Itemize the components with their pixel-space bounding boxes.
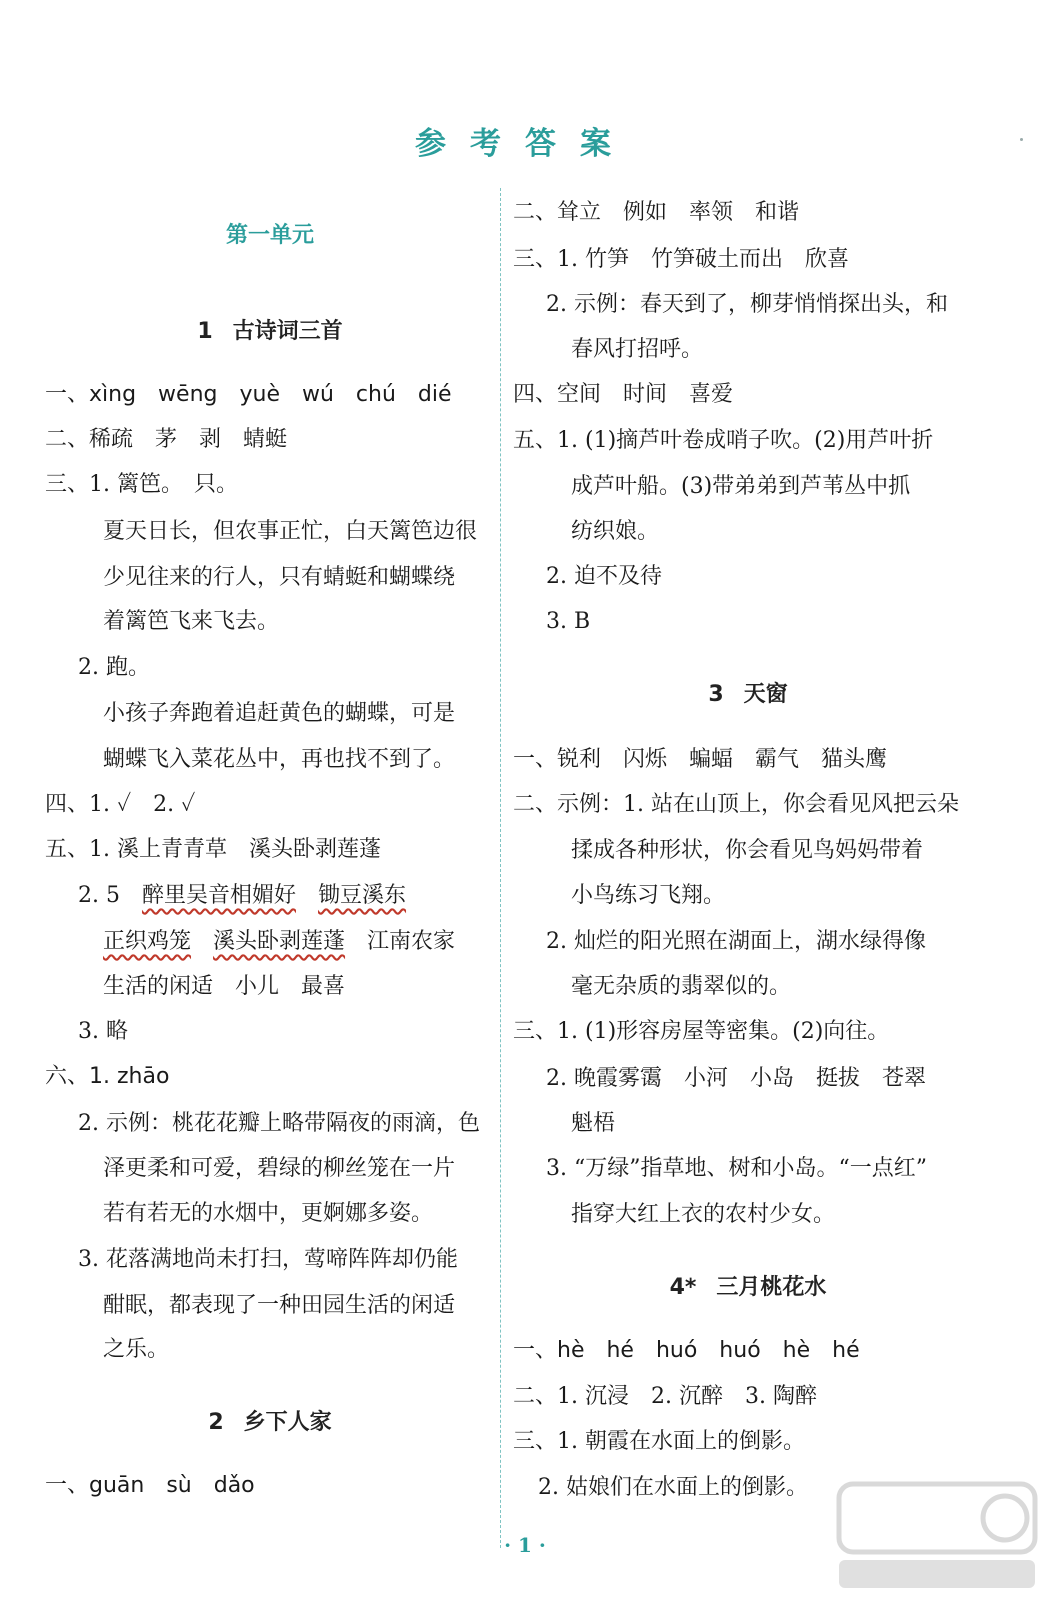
answer-line: 3. “万绿”指草地、树和小岛。“一点红” xyxy=(546,1156,927,1181)
answer-line: 若有若无的水烟中，更婀娜多姿。 xyxy=(103,1201,434,1226)
lesson-heading-1 xyxy=(45,314,495,345)
wavy-underlined-text: 醉里吴音相媚好 xyxy=(141,883,296,908)
answer-line: 一、guān sù dǎo xyxy=(45,1473,255,1498)
answer-line: 酣眠，都表现了一种田园生活的闲适 xyxy=(103,1293,456,1318)
watermark-logo-icon xyxy=(835,1478,1040,1593)
answer-line-wavy-1 xyxy=(78,881,406,911)
unit-title: 第一单元 xyxy=(225,223,314,248)
column-divider xyxy=(500,188,501,1548)
lesson-name: 三月桃花水 xyxy=(716,1275,827,1300)
answer-line: 成芦叶船。(3)带弟弟到芦苇丛中抓 xyxy=(571,474,911,499)
answer-line: 2. 灿烂的阳光照在湖面上，湖水绿得像 xyxy=(546,929,926,954)
answer-text: 江南农家 xyxy=(345,929,456,954)
answer-line: 揉成各种形状，你会看见鸟妈妈带着 xyxy=(571,838,924,863)
answer-line: 指穿大红上衣的农村少女。 xyxy=(571,1202,836,1227)
answer-line: 3. 略 xyxy=(78,1019,128,1044)
answer-line: 着篱笆飞来飞去。 xyxy=(103,609,280,634)
answer-line: 六、1. zhāo xyxy=(45,1064,170,1089)
answer-line: 四、1. ✓ 2. ✓ xyxy=(45,792,196,817)
answer-line: 五、1. 溪上青青草 溪头卧剥莲蓬 xyxy=(45,837,381,862)
wavy-underlined-text: 锄豆溪东 xyxy=(318,883,407,908)
answer-line: 纺织娘。 xyxy=(571,519,660,544)
lesson-heading-4 xyxy=(513,1270,983,1301)
answer-line: 2. 跑。 xyxy=(78,655,150,680)
answer-line: 2. 晚霞雾霭 小河 小岛 挺拔 苍翠 xyxy=(546,1066,926,1091)
answer-line: 四、空间 时间 喜爱 xyxy=(513,382,734,407)
lesson-name: 乡下人家 xyxy=(243,1410,332,1435)
page-title: 参考答案 xyxy=(415,126,635,162)
answer-text: 2. 5 xyxy=(78,883,142,908)
lesson-heading-2 xyxy=(45,1405,495,1436)
answer-line-wavy-2 xyxy=(103,927,455,957)
lesson-number: 1 xyxy=(197,319,213,344)
lesson-heading-3 xyxy=(513,677,983,708)
answer-line: 3. 花落满地尚未打扫，莺啼阵阵却仍能 xyxy=(78,1247,458,1272)
answer-line: 之乐。 xyxy=(103,1337,170,1362)
answer-line: 3. B xyxy=(546,609,591,634)
lesson-name: 古诗词三首 xyxy=(232,319,343,344)
lesson-number: 2 xyxy=(208,1410,224,1435)
answer-line: 一、锐利 闪烁 蝙蝠 霸气 猫头鹰 xyxy=(513,747,888,772)
answer-line: 夏天日长，但农事正忙，白天篱笆边很 xyxy=(103,519,478,544)
answer-line: 泽更柔和可爱，碧绿的柳丝笼在一片 xyxy=(103,1156,456,1181)
answer-line: 一、hè hé huó huó hè hé xyxy=(513,1338,860,1363)
answer-line: 2. 迫不及待 xyxy=(546,564,662,589)
answer-line: 二、耸立 例如 率领 和谐 xyxy=(513,200,800,225)
answer-text xyxy=(191,929,213,954)
wavy-underlined-text: 溪头卧剥莲蓬 xyxy=(213,929,346,954)
answer-line: 二、稀疏 茅 剥 蜻蜓 xyxy=(45,427,288,452)
answer-line: 三、1. 篱笆。 只。 xyxy=(45,472,238,497)
answer-line: 三、1. 朝霞在水面上的倒影。 xyxy=(513,1429,805,1454)
answer-line: 毫无杂质的翡翠似的。 xyxy=(571,974,792,999)
answer-line: 小鸟练习飞翔。 xyxy=(571,883,726,908)
lesson-number: 4* xyxy=(669,1275,697,1300)
answer-line: 2. 示例：春天到了，柳芽悄悄探出头，和 xyxy=(546,292,948,317)
answer-text xyxy=(296,883,318,908)
lesson-name: 天窗 xyxy=(743,682,788,707)
answer-line: 三、1. 竹笋 竹笋破土而出 欣喜 xyxy=(513,247,849,272)
answer-line: 生活的闲适 小儿 最喜 xyxy=(103,974,346,999)
answer-line: 2. 示例：桃花花瓣上略带隔夜的雨滴，色 xyxy=(78,1111,480,1136)
answer-line: 2. 姑娘们在水面上的倒影。 xyxy=(538,1475,808,1500)
wavy-underlined-text: 正织鸡笼 xyxy=(103,929,192,954)
lesson-number: 3 xyxy=(708,682,724,707)
answer-line: 少见往来的行人，只有蜻蜓和蝴蝶绕 xyxy=(103,565,456,590)
answer-line: 五、1. (1)摘芦叶卷成哨子吹。(2)用芦叶折 xyxy=(513,428,934,453)
answer-line: 二、1. 沉浸 2. 沉醉 3. 陶醉 xyxy=(513,1384,817,1409)
answer-line: 小孩子奔跑着追赶黄色的蝴蝶，可是 xyxy=(103,701,456,726)
page-number: · 1 · xyxy=(504,1533,546,1557)
answer-line: 一、xìng wēng yuè wú chú dié xyxy=(45,382,452,407)
answer-line: 春风打招呼。 xyxy=(571,337,704,362)
answer-line: 二、示例：1. 站在山顶上，你会看见风把云朵 xyxy=(513,792,959,817)
answer-line: 魁梧 xyxy=(571,1111,616,1136)
dot-mark xyxy=(1020,138,1023,141)
answer-line: 三、1. (1)形容房屋等密集。(2)向往。 xyxy=(513,1019,890,1044)
answer-line: 蝴蝶飞入菜花丛中，再也找不到了。 xyxy=(103,747,456,772)
